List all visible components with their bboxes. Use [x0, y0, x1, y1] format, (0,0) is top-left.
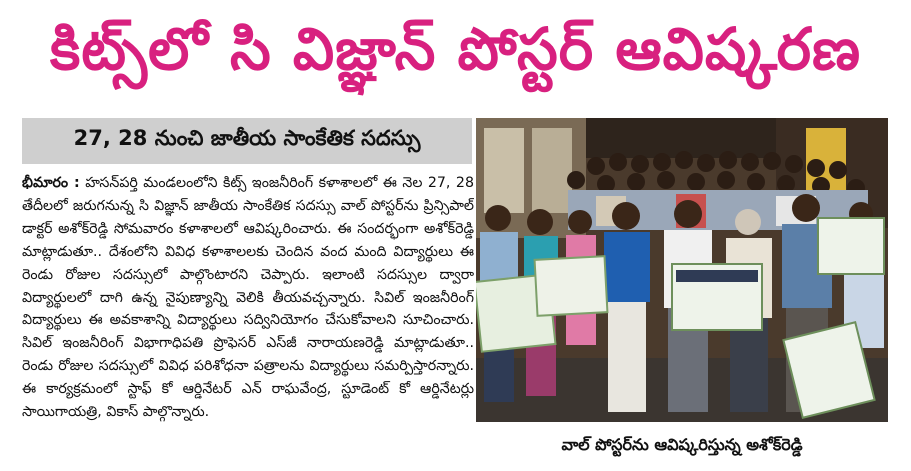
headline: కిట్స్‌లో సి విజ్ఞాన్ పోస్టర్ ఆవిష్కరణ: [50, 14, 861, 83]
photo-caption: వాల్ పోస్టర్‌ను ఆవిష్కరిస్తున్న అశోక్‌రెడ్డి: [561, 434, 803, 454]
article-body-text: హసన్‌పర్తి మండలంలోని కిట్స్ ఇంజనీరింగ్ కళాశాలలో ఈ నెల 27, 28 తేదీలలో జరుగనున్న సి విజ్ఞాన్ జాతీయ సాంకేతిక సదస్సు వాల్ పోస్టర్‌ను ప్రిన్సిపాల్ డాక్టర్ అశోక్‌రెడ్డి సోమవారం కళాశాలలో ఆవిష్కరించారు. ఈ సందర్భంగా అశోక్‌రెడ్డి మాట్లాడుతూ.. దేశంలోని వివిధ కళాశాలలకు చెందిన వంద మంది విద్యార్థులు ఈ రెండు రోజుల సదస్సులో పాల్గొంటారని చెప్పారు. ఇలాంటి సదస్సుల ద్వారా విద్యార్థులలో దాగి ఉన్న నైపుణ్యాన్ని వెలికి తీయవచ్చన్నారు. సివిల్ ఇంజనీరింగ్ విద్యార్థులు ఈ అవకాశాన్ని విద్యార్థులు సద్వినియోగం చేసుకోవాలని సూచించారు. సివిల్ ఇంజనీరింగ్ విభాగాధిపతి ప్రొఫెసర్ ఎస్‌జీ నారాయణరెడ్డి మాట్లాడుతూ.. రెండు రోజుల సదస్సులో వివిధ పరిశోధనా పత్రాలను విద్యార్థులు సమర్పిస్తారన్నారు. ఈ కార్యక్రమంలో స్టాఫ్ కో ఆర్డినేటర్ ఎన్ రాఘవేంద్ర, స్టూడెంట్ కో ఆర్డినేటర్లు సాయిగాయత్రి, వికాస్ పాల్గొన్నారు.: [22, 175, 474, 421]
dateline: భీమారం :: [22, 175, 80, 191]
article-body: [22, 172, 474, 468]
subheadline: 27, 28 నుంచి జాతీయ సాంకేతిక సదస్సు: [22, 118, 472, 164]
news-photo: [476, 118, 888, 422]
poster-launch-photo: [476, 118, 888, 422]
